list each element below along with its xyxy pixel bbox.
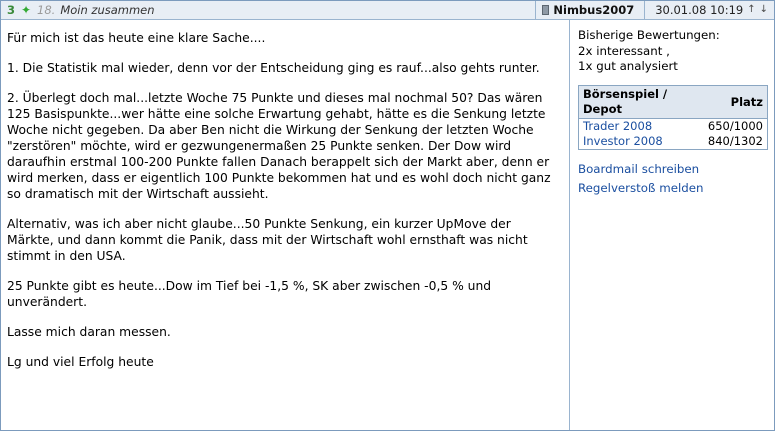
- post-title[interactable]: Moin zusammen: [60, 3, 155, 17]
- depot-name-cell: [579, 134, 704, 150]
- depot-table: [578, 85, 768, 150]
- date-cell: [644, 1, 774, 19]
- post-index: 18.: [37, 3, 56, 17]
- post-paragraph: Lg und viel Erfolg heute: [7, 355, 154, 369]
- post-paragraph: Lasse mich daran messen.: [7, 325, 171, 339]
- report-violation-link[interactable]: Regelverstoß melden: [578, 181, 704, 195]
- rating-count: 3: [7, 3, 16, 17]
- post-header-right: [535, 1, 774, 19]
- author-cell[interactable]: [535, 1, 644, 19]
- post-paragraph: Für mich ist das heute eine klare Sache....: [7, 31, 266, 45]
- author-name[interactable]: Nimbus2007: [553, 3, 635, 17]
- post-content: [1, 20, 774, 430]
- post-date: 30.01.08 10:19: [655, 3, 744, 17]
- post-sidebar: [569, 20, 774, 430]
- arrow-up-icon[interactable]: ↑: [747, 4, 756, 15]
- depot-name-cell: [579, 119, 704, 135]
- column-header-game: Börsenspiel / Depot: [579, 86, 704, 119]
- post-message-body: [1, 20, 569, 370]
- ratings-title: Bisherige Bewertungen:: [578, 28, 720, 42]
- depot-link-investor[interactable]: Investor 2008: [583, 134, 663, 148]
- star-icon[interactable]: ✦: [20, 3, 32, 17]
- table-row: [579, 134, 768, 150]
- arrow-down-icon[interactable]: ↓: [759, 4, 768, 15]
- post-paragraph: 2. Überlegt doch mal...letzte Woche 75 Punkte und dieses mal nochmal 50? Das wären 125 Basispunkte...wer hätte eine solche Erwartung gehabt, hätte es die Senkung letzte Woche nicht gegeben. Da aber Ben nicht die Wirkung der Senkung der letzten Woche "zerstören" möchte, wird er gezwungenermaßen 25 Punkte senken. Der Dow wird daraufhin erstmal 100-200 Punkte fallen Danach berappelt sich der Markt aber, denn er wird merken, dass er eigentlich 100 Punkte bekommen hat und es wohl doch nicht ganz so dramatisch mit der Wirtschaft aussieht.: [7, 91, 551, 201]
- user-icon: [542, 5, 549, 15]
- sidebar-links: [578, 162, 768, 196]
- depot-link-trader[interactable]: Trader 2008: [583, 119, 653, 133]
- boardmail-link[interactable]: Boardmail schreiben: [578, 162, 700, 176]
- post-paragraph: Alternativ, was ich aber nicht glaube...50 Punkte Senkung, ein kurzer UpMove der Märkte, und dann kommt die Panik, dass mit der Wirtschaft wohl ernsthaft was nicht stimmt in den USA.: [7, 217, 528, 263]
- post-header-left: [1, 3, 535, 17]
- table-header-row: [579, 86, 768, 119]
- table-row: [579, 119, 768, 135]
- rating-entry: 1x gut analysiert: [578, 59, 678, 73]
- depot-rank-cell: 840/1302: [707, 134, 763, 148]
- rating-entry: 2x interessant ,: [578, 44, 670, 58]
- depot-rank-cell: 650/1000: [707, 119, 763, 133]
- post-header: [1, 1, 774, 20]
- post-paragraph: 1. Die Statistik mal wieder, denn vor der Entscheidung ging es rauf...also gehts runter.: [7, 61, 540, 75]
- post-paragraph: 25 Punkte gibt es heute...Dow im Tief bei -1,5 %, SK aber zwischen -0,5 % und unverändert.: [7, 279, 492, 309]
- column-header-rank: Platz: [704, 86, 768, 119]
